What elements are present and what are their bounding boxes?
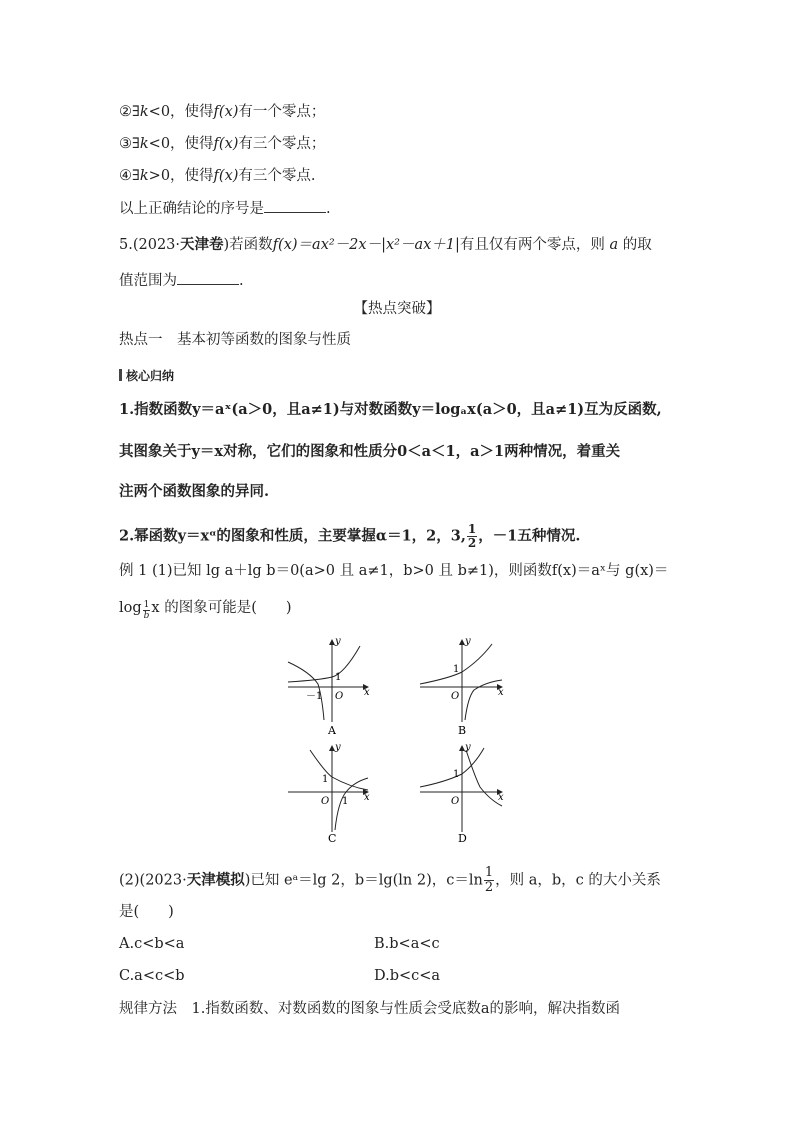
question-5-line2: 值范围为 . — [119, 270, 244, 291]
graph-label-a: A — [328, 724, 336, 737]
svg-text:O: O — [335, 691, 344, 702]
section-title: 【热点突破】 — [353, 301, 441, 317]
answer-blank[interactable] — [264, 198, 326, 213]
heading-bar-icon — [119, 369, 122, 381]
statement-3: ③∃k<0，使得f(x)有三个零点； — [119, 136, 326, 152]
log-base-fraction: $\frac{1}{b}$ — [143, 600, 150, 621]
svg-text:y: y — [335, 742, 341, 753]
core-summary-heading: 核心归纳 — [119, 368, 174, 384]
svg-text:O: O — [451, 796, 460, 807]
core-p1-line1: 1.指数函数y＝aˣ(a＞0，且a≠1)与对数函数y＝logₐx(a＞0，且a≠1)互为反函数, — [119, 401, 662, 418]
svg-text:1: 1 — [453, 664, 460, 675]
svg-text:O: O — [451, 691, 460, 702]
svg-text:1: 1 — [322, 774, 329, 785]
graph-a[interactable] — [288, 636, 370, 722]
svg-text:y: y — [335, 636, 341, 647]
core-p1-line2: 其图象关于y＝x对称，它们的图象和性质分0＜a＜1，a＞1两种情况，着重关 — [119, 443, 621, 460]
core-p2: 2.幂函数y＝xᵅ的图象和性质，主要掌握α＝1，2，3, $\frac{1}{2}$ ，－1五种情况. — [119, 522, 581, 550]
graph-label-b: B — [458, 724, 467, 737]
graph-label-d: D — [458, 832, 467, 845]
graph-b[interactable] — [420, 636, 504, 722]
option-b[interactable]: B.b<a<c — [374, 936, 440, 952]
example1-line1: 例 1 (1)已知 lg a＋lg b＝0(a>0 且 a≠1，b>0 且 b≠1)，则函数f(x)＝aˣ与 g(x)＝ — [119, 563, 669, 579]
answer-blank-q5[interactable] — [177, 270, 239, 285]
svg-text:y: y — [465, 742, 471, 753]
svg-text:y: y — [465, 636, 471, 647]
hotspot-title: 热点一 基本初等函数的图象与性质 — [119, 332, 351, 348]
core-p1-line3: 注两个函数图象的异同. — [119, 483, 270, 500]
svg-text:x: x — [498, 687, 504, 698]
svg-text:－1: －1 — [306, 691, 323, 702]
svg-text:x: x — [364, 687, 370, 698]
svg-text:1: 1 — [335, 672, 342, 683]
example1-line2: log $\frac{1}{b}$ x 的图象可能是( ) — [119, 600, 292, 621]
svg-text:1: 1 — [342, 796, 349, 807]
function-graphs — [280, 632, 510, 852]
conclusion-line: 以上正确结论的序号是 . — [119, 198, 331, 219]
method-line: 规律方法 1.指数函数、对数函数的图象与性质会受底数a的影响，解决指数函 — [119, 1001, 620, 1017]
statement-4: ④∃k>0，使得f(x)有三个零点. — [119, 168, 316, 184]
graph-c[interactable] — [288, 742, 370, 832]
fraction-half: $\frac{1}{2}$ — [467, 522, 477, 550]
option-d[interactable]: D.b<c<a — [374, 968, 441, 984]
option-c[interactable]: C.a<c<b — [119, 968, 185, 984]
example2-line2: 是( ) — [119, 904, 174, 920]
question-5: 5.(2023·天津卷)若函数f(x)＝ax²－2x－|x²－ax＋1|有且仅有两个零点，则 a 的取 — [119, 236, 652, 253]
svg-text:x: x — [364, 792, 370, 803]
graph-d[interactable] — [420, 742, 504, 832]
svg-text:1: 1 — [453, 769, 460, 780]
svg-text:x: x — [498, 792, 504, 803]
option-a[interactable]: A.c<b<a — [119, 936, 185, 952]
svg-text:O: O — [321, 796, 330, 807]
graph-label-c: C — [328, 832, 337, 845]
statement-2: ②∃k<0，使得f(x)有一个零点； — [119, 104, 326, 120]
fraction-half-2: $\frac{1}{2}$ — [484, 865, 494, 895]
example2-line1: (2)(2023·天津模拟)已知 eᵃ＝lg 2，b＝lg(ln 2)，c＝ln $\frac{1}{2}$ ，则 a，b，c 的大小关系 — [119, 865, 661, 895]
